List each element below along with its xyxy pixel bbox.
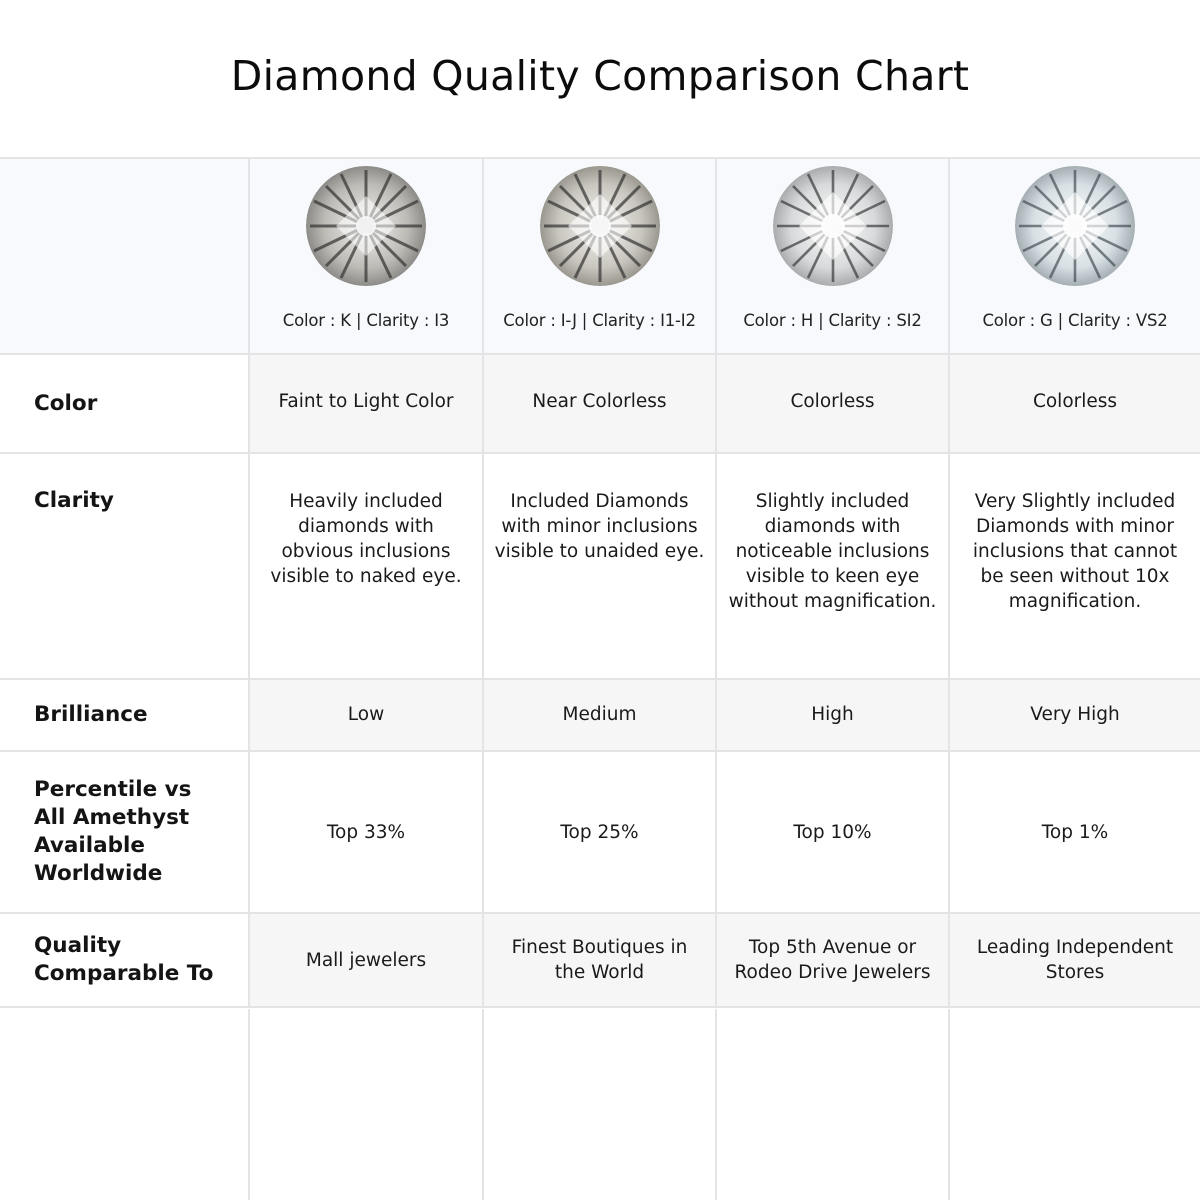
- table-row-clarity: [0, 452, 1200, 678]
- table-cell: Top 1%: [948, 752, 1200, 912]
- diamond-image-ij-i1i2-icon: [540, 166, 660, 286]
- table-cell: Near Colorless: [482, 355, 715, 452]
- table-row-percentile: [0, 750, 1200, 912]
- grade-spec-label: Color : I-J | Clarity : I1-I2: [503, 311, 696, 330]
- table-row-color: [0, 353, 1200, 452]
- table-cell: Slightly included diamonds with noticeable inclusions visible to keen eye without magnification.: [715, 454, 948, 678]
- table-cell: Top 25%: [482, 752, 715, 912]
- grade-spec-label: Color : H | Clarity : SI2: [743, 311, 922, 330]
- grade-spec-label: Color : G | Clarity : VS2: [982, 311, 1168, 330]
- table-cell: Top 5th Avenue or Rodeo Drive Jewelers: [715, 914, 948, 1006]
- table-cell: Top 10%: [715, 752, 948, 912]
- table-cell: Medium: [482, 680, 715, 750]
- table-cell: Included Diamonds with minor inclusions visible to unaided eye.: [482, 454, 715, 678]
- row-label: Brilliance: [0, 680, 248, 750]
- table-cell: Mall jewelers: [248, 914, 482, 1006]
- table-cell: Faint to Light Color: [248, 355, 482, 452]
- grade-spec-label: Color : K | Clarity : I3: [282, 311, 450, 330]
- header-cell-grade-4: [948, 159, 1200, 353]
- table-cell: Heavily included diamonds with obvious inclusions visible to naked eye.: [248, 454, 482, 678]
- header-cell-grade-3: [715, 159, 948, 353]
- table-cell: Low: [248, 680, 482, 750]
- table-cell: High: [715, 680, 948, 750]
- header-cell-grade-2: [482, 159, 715, 353]
- header-row: [0, 157, 1200, 353]
- comparison-table: [0, 157, 1200, 1008]
- table-cell: Colorless: [948, 355, 1200, 452]
- diamond-image-k-i3-icon: [306, 166, 426, 286]
- empty-cell: [248, 1009, 482, 1200]
- diamond-image-g-vs2-icon: [1015, 166, 1135, 286]
- row-label: Clarity: [0, 454, 248, 678]
- table-cell: Very High: [948, 680, 1200, 750]
- empty-cell: [715, 1009, 948, 1200]
- empty-cell: [948, 1009, 1200, 1200]
- empty-cell: [0, 1009, 248, 1200]
- header-cell-grade-1: [248, 159, 482, 353]
- table-cell: Finest Boutiques in the World: [482, 914, 715, 1006]
- row-label: Quality Comparable To: [0, 914, 248, 1006]
- table-cell: Very Slightly included Diamonds with minor inclusions that cannot be seen without 10x magnification.: [948, 454, 1200, 678]
- table-cell: Top 33%: [248, 752, 482, 912]
- empty-table-area: [0, 1009, 1200, 1200]
- diamond-image-h-si2-icon: [773, 166, 893, 286]
- row-label: Color: [0, 355, 248, 452]
- table-cell: Colorless: [715, 355, 948, 452]
- table-row-brilliance: [0, 678, 1200, 750]
- empty-cell: [482, 1009, 715, 1200]
- table-row-quality-comparable: [0, 912, 1200, 1008]
- page-title: Diamond Quality Comparison Chart: [230, 52, 970, 100]
- header-corner-cell: [0, 159, 248, 353]
- table-cell: Leading Independent Stores: [948, 914, 1200, 1006]
- row-label: Percentile vs All Amethyst Available Worldwide: [0, 752, 248, 912]
